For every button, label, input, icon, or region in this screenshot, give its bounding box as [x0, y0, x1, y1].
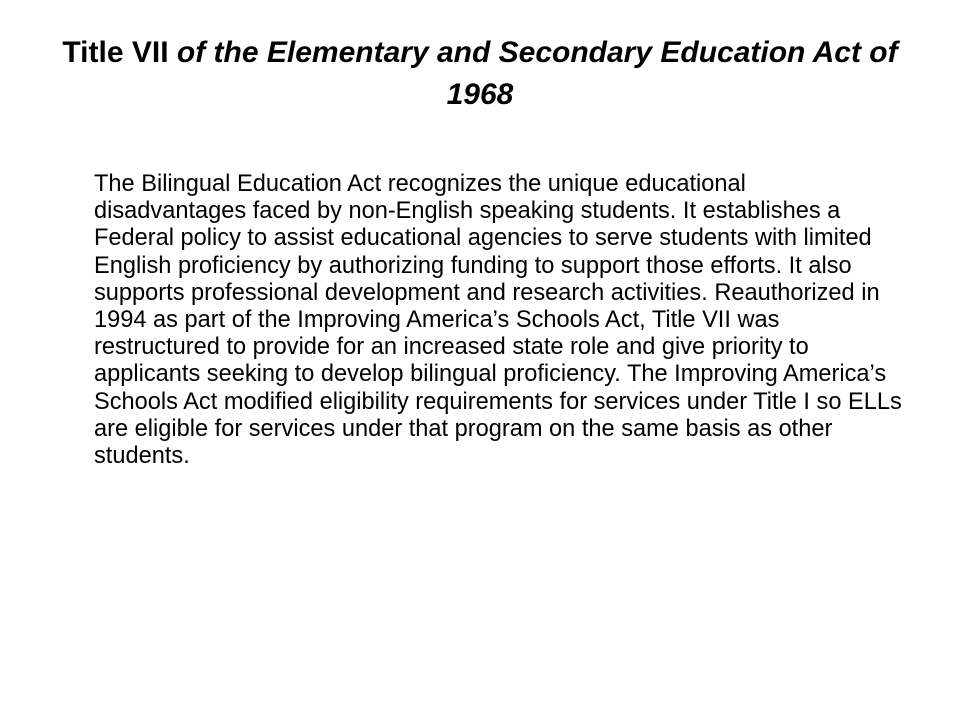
- slide-body-text: The Bilingual Education Act recognizes the unique educational disadvantages faced by non-English speaking students. It establishes a Federal policy to assist educational agencies to serve students with limited English proficiency by authorizing funding to support those efforts. It also supports professional development and research activities. Reauthorized in 1994 as part of the Improving America’s Schools Act, Title VII was restructured to provide for an increased state role and give priority to applicants seeking to develop bilingual proficiency. The Improving America’s Schools Act modified eligibility requirements for services under Title I so ELLs are eligible for services under that program on the same basis as other students.: [94, 171, 902, 470]
- title-prefix: Title VII: [62, 36, 169, 69]
- title-act-name: of the Elementary and Secondary Education Act of 1968: [176, 36, 898, 111]
- slide-title: [40, 32, 920, 116]
